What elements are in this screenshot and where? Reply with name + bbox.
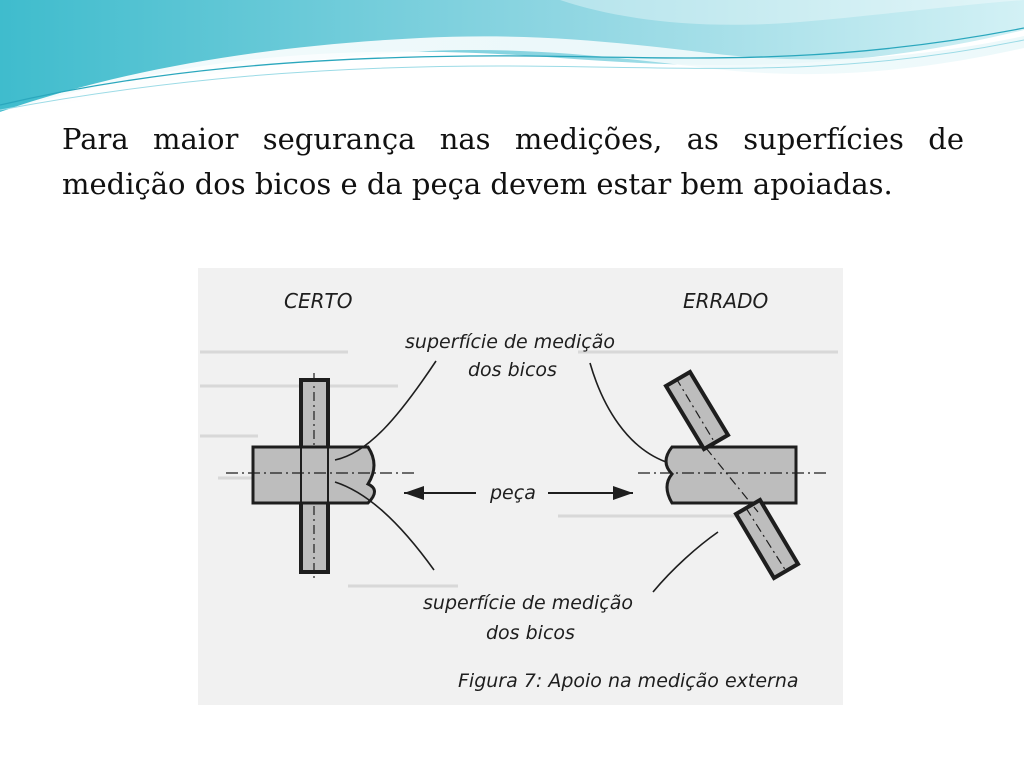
- decorative-wave-header: [0, 0, 1024, 120]
- label-surface-top-2: dos bicos: [468, 359, 557, 381]
- label-surface-bottom-1: superfície de medição: [423, 592, 633, 614]
- figure-caption: Figura 7: Apoio na medição externa: [458, 670, 799, 692]
- label-wrong: ERRADO: [683, 289, 769, 313]
- jaw-wrong-bottom: [736, 500, 798, 578]
- piece-correct: [253, 447, 375, 503]
- piece-wrong: [666, 447, 796, 503]
- label-piece: peça: [490, 482, 536, 504]
- label-correct: CERTO: [284, 289, 353, 313]
- jaw-wrong-top: [666, 372, 728, 449]
- label-surface-bottom-2: dos bicos: [486, 622, 575, 644]
- measurement-figure: [198, 268, 843, 705]
- figure-diagram: [198, 268, 843, 705]
- label-surface-top-1: superfície de medição: [405, 331, 615, 353]
- paragraph-text: Para maior segurança nas medições, as superfícies de medição dos bicos e da peça devem estar bem apoiadas.: [62, 122, 964, 201]
